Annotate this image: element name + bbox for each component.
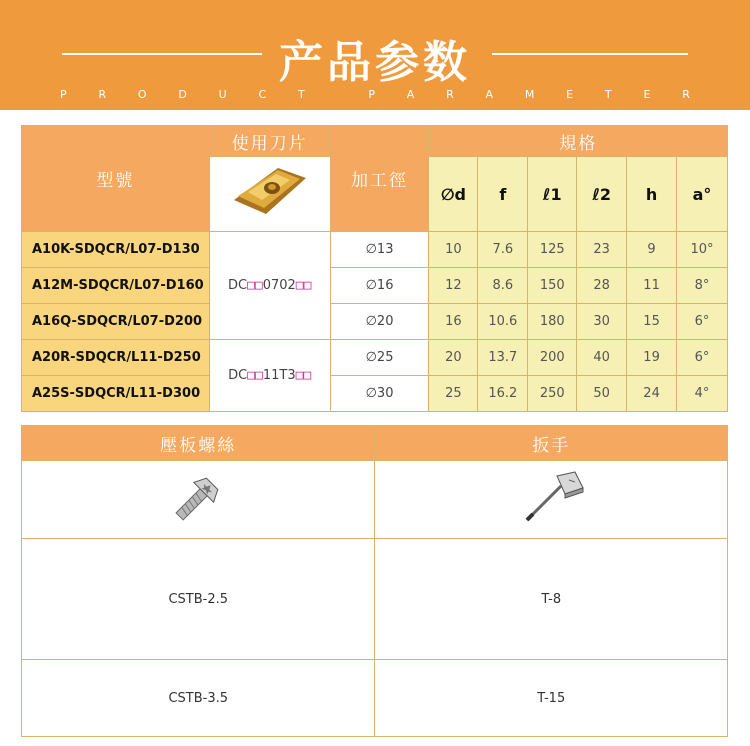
header-model: 型號 — [22, 126, 210, 232]
f-cell: 16.2 — [478, 376, 528, 412]
f-cell: 7.6 — [478, 232, 528, 268]
screw-icon — [168, 470, 228, 526]
subtitle-letter: A — [406, 88, 415, 101]
l1-cell: 200 — [528, 340, 577, 376]
l2-cell: 28 — [577, 268, 627, 304]
subtitle-letter: C — [258, 88, 267, 101]
subtitle-letter: O — [137, 88, 147, 101]
table-row — [22, 376, 728, 412]
dia-cell: ∅30 — [330, 376, 429, 412]
l2-cell: 40 — [577, 340, 627, 376]
dia-cell: ∅25 — [330, 340, 429, 376]
model-cell: A10K-SDQCR/L07-D130 — [22, 232, 210, 268]
header-machining-dia: 加工徑 — [330, 126, 429, 232]
subtitle-letter: E — [566, 88, 574, 101]
a-cell: 6° — [677, 304, 728, 340]
subtitle-letter: R — [682, 88, 690, 101]
l1-cell: 150 — [528, 268, 577, 304]
col-a: a° — [677, 157, 728, 232]
a-cell: 10° — [677, 232, 728, 268]
subtitle-letter: E — [643, 88, 651, 101]
d-cell: 25 — [429, 376, 478, 412]
table-row — [22, 232, 728, 268]
screw-model-cell: CSTB-2.5 — [22, 539, 375, 660]
h-cell: 9 — [627, 232, 677, 268]
a-cell: 4° — [677, 376, 728, 412]
subtitle-letter: R — [98, 88, 107, 101]
subtitle-letter: P — [60, 88, 67, 101]
page-title: 产品参数 — [279, 37, 471, 88]
subtitle-letter: M — [524, 88, 535, 101]
insert-code-cell: DC□□0702□□ — [209, 232, 330, 340]
banner-subtitle — [60, 88, 690, 101]
insert-code-cell: DC□□11T3□□ — [209, 340, 330, 412]
accessories-table — [21, 425, 728, 737]
dia-cell: ∅20 — [330, 304, 429, 340]
h-cell: 15 — [627, 304, 677, 340]
wrench-model-cell: T-8 — [375, 539, 728, 660]
l2-cell: 23 — [577, 232, 627, 268]
table-row — [22, 539, 728, 660]
screw-model-cell: CSTB-3.5 — [22, 660, 375, 737]
header-specs: 規格 — [429, 126, 728, 157]
table-row — [22, 660, 728, 737]
table-row — [22, 268, 728, 304]
insert-image-cell — [209, 157, 330, 232]
header-clamp-screw: 壓板螺絲 — [22, 426, 375, 461]
header-insert: 使用刀片 — [209, 126, 330, 157]
wrench-model-cell: T-15 — [375, 660, 728, 737]
subtitle-letter: U — [218, 88, 227, 101]
d-cell: 16 — [429, 304, 478, 340]
model-cell: A25S-SDQCR/L11-D300 — [22, 376, 210, 412]
table-row — [22, 340, 728, 376]
subtitle-letter: T — [604, 88, 612, 101]
subtitle-letter: A — [485, 88, 494, 101]
insert-icon — [220, 160, 320, 224]
header-wrench: 扳手 — [375, 426, 728, 461]
a-cell: 8° — [677, 268, 728, 304]
dia-cell: ∅16 — [330, 268, 429, 304]
l2-cell: 30 — [577, 304, 627, 340]
header-banner — [0, 0, 750, 110]
l1-cell: 125 — [528, 232, 577, 268]
f-cell: 13.7 — [478, 340, 528, 376]
wrench-image-cell — [375, 461, 728, 539]
subtitle-letter: D — [178, 88, 187, 101]
screw-image-cell — [22, 461, 375, 539]
model-cell: A12M-SDQCR/L07-D160 — [22, 268, 210, 304]
d-cell: 10 — [429, 232, 478, 268]
subtitle-letter: T — [297, 88, 305, 101]
d-cell: 20 — [429, 340, 478, 376]
wrench-icon — [511, 468, 591, 528]
h-cell: 24 — [627, 376, 677, 412]
h-cell: 11 — [627, 268, 677, 304]
f-cell: 8.6 — [478, 268, 528, 304]
a-cell: 6° — [677, 340, 728, 376]
col-h: h — [627, 157, 677, 232]
f-cell: 10.6 — [478, 304, 528, 340]
spec-table — [21, 125, 728, 412]
l1-cell: 180 — [528, 304, 577, 340]
col-d: ∅d — [429, 157, 478, 232]
h-cell: 19 — [627, 340, 677, 376]
l2-cell: 50 — [577, 376, 627, 412]
model-cell: A20R-SDQCR/L11-D250 — [22, 340, 210, 376]
d-cell: 12 — [429, 268, 478, 304]
l1-cell: 250 — [528, 376, 577, 412]
table-row — [22, 304, 728, 340]
dia-cell: ∅13 — [330, 232, 429, 268]
model-cell: A16Q-SDQCR/L07-D200 — [22, 304, 210, 340]
col-l1: ℓ1 — [528, 157, 577, 232]
subtitle-letter: R — [446, 88, 454, 101]
subtitle-letter: P — [368, 88, 375, 101]
col-f: f — [478, 157, 528, 232]
banner-right-rule — [492, 53, 688, 55]
col-l2: ℓ2 — [577, 157, 627, 232]
